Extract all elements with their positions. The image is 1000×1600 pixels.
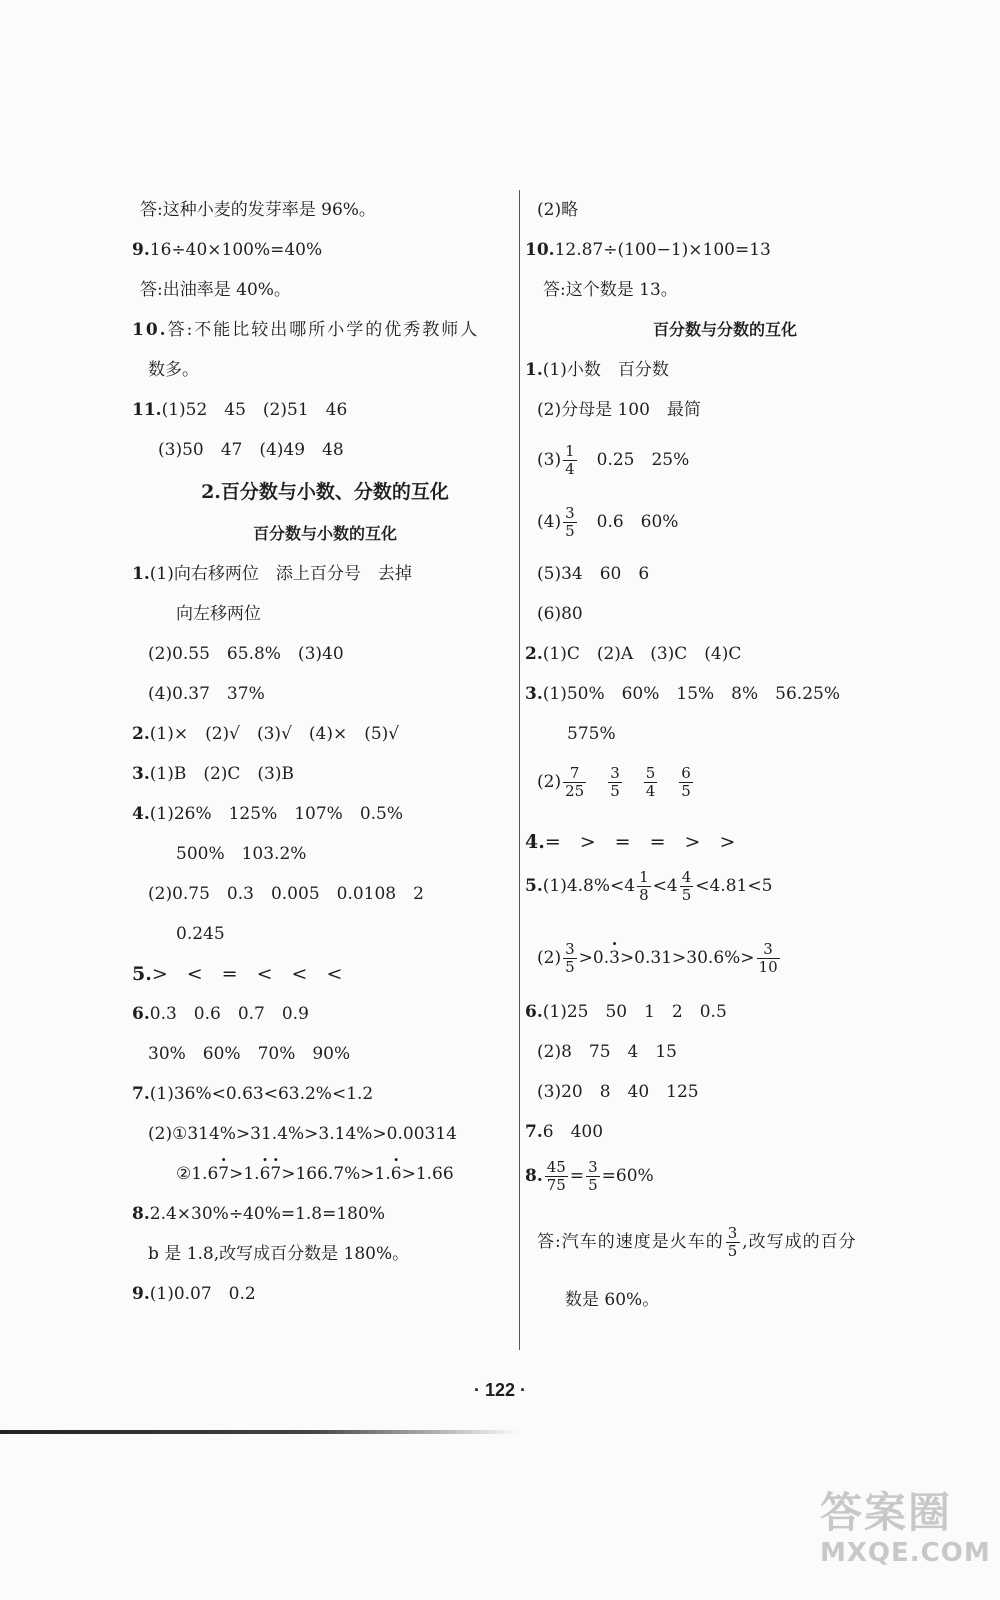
- item-number: 9.: [132, 1284, 150, 1304]
- answer-text: >166.7%>1.: [281, 1164, 391, 1184]
- item-number: 6.: [525, 1002, 543, 1022]
- answer-line: 500% 103.2%: [176, 844, 307, 864]
- answer-line: [132, 318, 479, 342]
- denominator: 5: [588, 1176, 598, 1194]
- answer-text: >0.: [578, 948, 610, 968]
- answer-text: (1)26% 125% 107% 0.5%: [149, 804, 404, 824]
- numerator: 3: [757, 941, 780, 959]
- answer-line: (5)34 60 6: [537, 564, 650, 584]
- answer-line: [132, 962, 342, 986]
- answer-line: [537, 762, 695, 802]
- answer-line: [537, 938, 782, 978]
- numerator: 45: [546, 1158, 566, 1176]
- item-number: 7.: [525, 1122, 543, 1142]
- answer-line: [132, 1082, 373, 1106]
- answer-text: (1)B (2)C (3)B: [149, 764, 294, 784]
- denominator: 10: [758, 958, 778, 976]
- numerator: 1: [565, 442, 575, 460]
- page-number: · 122 ·: [473, 1380, 527, 1400]
- denominator: 4: [565, 460, 575, 478]
- numerator: 3: [565, 940, 575, 958]
- answer-line: (4)0.37 37%: [148, 684, 265, 704]
- answer-text: (4): [537, 512, 562, 532]
- numerator: 4: [681, 868, 692, 886]
- fraction: [586, 1159, 600, 1194]
- denominator: 75: [546, 1176, 566, 1194]
- answer-line: b 是 1.8,改写成百分数是 180%。: [148, 1244, 410, 1264]
- denominator: 5: [610, 782, 620, 800]
- item-number: 7.: [132, 1084, 150, 1104]
- fraction: [563, 941, 577, 976]
- answer-text: (1)向右移两位 添上百分号 去掉: [149, 564, 412, 584]
- answer-line: [132, 398, 347, 422]
- fraction: [563, 505, 577, 540]
- answer-text: 0.3 0.6 0.7 0.9: [149, 1004, 309, 1024]
- denominator: 5: [727, 1242, 739, 1260]
- section-title: 2.百分数与小数、分数的互化: [201, 481, 449, 503]
- answer-line: [525, 830, 735, 854]
- denominator: 5: [565, 958, 575, 976]
- denominator: 5: [681, 886, 692, 904]
- numerator: 5: [645, 764, 656, 782]
- repeating-digit: 3 ·: [609, 938, 620, 978]
- item-number: 2.: [132, 724, 150, 744]
- answer-line: 30% 60% 70% 90%: [148, 1044, 351, 1064]
- answer-line: 答:出油率是 40%。: [140, 280, 291, 300]
- answer-text: >1.: [229, 1164, 260, 1184]
- fraction: [680, 869, 694, 904]
- answer-line: 答:这种小麦的发芽率是 96%。: [140, 200, 376, 220]
- fraction: [757, 941, 780, 976]
- answer-line: [132, 1282, 256, 1306]
- answer-line: [525, 1156, 654, 1196]
- denominator: 4: [645, 782, 656, 800]
- watermark-text: 答案圈: [820, 1488, 953, 1537]
- answer-line: [132, 1202, 385, 1226]
- numerator: 3: [610, 764, 620, 782]
- watermark-url: MXQE.COM: [820, 1538, 991, 1568]
- answer-text: (1)36%<0.63<63.2%<1.2: [149, 1084, 374, 1104]
- answer-line: [525, 1120, 603, 1144]
- subsection-title: 百分数与分数的互化: [652, 320, 797, 339]
- item-number: 11.: [132, 400, 162, 420]
- answer-text: 0.25 25%: [596, 450, 690, 470]
- item-number: 8.: [525, 1166, 543, 1186]
- answer-line: (2)8 75 4 15: [537, 1042, 677, 1062]
- repeating-digit: 7 ·: [218, 1162, 229, 1186]
- answer-line: (3)20 8 40 125: [537, 1082, 699, 1102]
- bottom-rule: [0, 1430, 520, 1434]
- answer-line: (2)分母是 100 最简: [537, 400, 701, 420]
- answer-text: (1)25 50 1 2 0.5: [542, 1002, 727, 1022]
- answer-line: [176, 1162, 454, 1186]
- fraction: [637, 869, 651, 904]
- answer-text: (1)4.8%<4: [542, 876, 636, 896]
- item-number: 10.: [132, 320, 168, 340]
- fraction: [545, 1159, 568, 1194]
- answer-line: [132, 762, 294, 786]
- fraction: [563, 443, 577, 478]
- answer-text: 0.6 60%: [596, 512, 679, 532]
- item-number: 6.: [132, 1004, 150, 1024]
- item-number: 5.: [132, 963, 152, 985]
- fraction: [608, 765, 622, 800]
- answer-line: [525, 358, 669, 382]
- answer-text: ②1.6: [176, 1164, 219, 1184]
- repeating-digit: 7 ·: [270, 1162, 281, 1186]
- answer-line: (3)50 47 (4)49 48: [158, 440, 344, 460]
- numerator: 7: [563, 765, 586, 783]
- answer-line: [132, 562, 412, 586]
- answer-line: 575%: [567, 724, 616, 744]
- answer-text: <4: [652, 876, 678, 896]
- repeating-digit: 6 ·: [391, 1162, 402, 1186]
- denominator: 25: [565, 782, 585, 800]
- denominator: 5: [565, 522, 575, 540]
- answer-text: 16÷40×100%=40%: [149, 240, 323, 260]
- answer-text: 12.87÷(100−1)×100=13: [554, 240, 771, 260]
- answer-line: 数多。: [148, 360, 199, 380]
- numerator: 6: [681, 764, 691, 782]
- answer-text: (1)× (2)√ (3)√ (4)× (5)√: [149, 724, 400, 744]
- fraction: [644, 765, 658, 800]
- denominator: 5: [681, 782, 691, 800]
- answer-text: =60%: [601, 1166, 654, 1186]
- item-number: 1.: [132, 564, 150, 584]
- item-number: 4.: [132, 804, 150, 824]
- answer-text: >0.31>30.6%>: [619, 948, 755, 968]
- answer-line: 0.245: [176, 924, 225, 944]
- answer-line: [525, 238, 771, 262]
- answer-line: (6)80: [537, 604, 583, 624]
- item-number: 9.: [132, 240, 150, 260]
- answer-text: 2.4×30%÷40%=1.8=180%: [149, 1204, 385, 1224]
- answer-text: 答:不能比较出哪所小学的优秀教师人: [167, 320, 480, 340]
- item-number: 4.: [525, 831, 545, 853]
- item-number: 10.: [525, 240, 555, 260]
- answer-line: [525, 1000, 727, 1024]
- repeating-digit: 6 ·: [260, 1162, 271, 1186]
- answer-line: 数是 60%。: [565, 1290, 660, 1310]
- numerator: 1: [639, 868, 649, 886]
- answer-line: 向左移两位: [176, 604, 261, 624]
- answer-text: (2): [537, 948, 562, 968]
- item-number: 3.: [132, 764, 150, 784]
- numerator: 3: [727, 1224, 739, 1242]
- answer-line: [525, 642, 741, 666]
- answer-text: (1)50% 60% 15% 8% 56.25%: [542, 684, 840, 704]
- answer-text: (1)小数 百分数: [542, 360, 669, 380]
- answer-line: (2)0.75 0.3 0.005 0.0108 2: [148, 884, 424, 904]
- answer-text: (1)0.07 0.2: [149, 1284, 256, 1304]
- denominator: 8: [639, 886, 649, 904]
- fraction: [679, 765, 693, 800]
- answer-line: (2)①314%>31.4%>3.14%>0.00314: [148, 1124, 457, 1144]
- fraction: [563, 765, 586, 800]
- answer-text: > < = < < <: [151, 963, 343, 985]
- answer-text: (1)C (2)A (3)C (4)C: [542, 644, 742, 664]
- answer-line: [132, 1002, 309, 1026]
- answer-text: 6 400: [542, 1122, 604, 1142]
- item-number: 2.: [525, 644, 543, 664]
- numerator: 3: [565, 504, 575, 522]
- fraction: [726, 1225, 741, 1260]
- answer-line: [132, 722, 399, 746]
- answer-text: 答:汽车的速度是火车的: [537, 1232, 724, 1252]
- answer-text: >1.66: [401, 1164, 454, 1184]
- answer-line: [537, 440, 689, 480]
- item-number: 1.: [525, 360, 543, 380]
- item-number: 3.: [525, 684, 543, 704]
- answer-line: [537, 502, 678, 542]
- answer-line: [525, 866, 772, 906]
- item-number: 5.: [525, 876, 543, 896]
- answer-text: (2): [537, 772, 562, 792]
- answer-text: = > = = > >: [544, 831, 736, 853]
- answer-line: [132, 802, 403, 826]
- column-divider: [519, 190, 520, 1350]
- answer-line: [525, 682, 840, 706]
- answer-line: (2)0.55 65.8% (3)40: [148, 644, 344, 664]
- answer-text: (1)52 45 (2)51 46: [161, 400, 348, 420]
- numerator: 3: [588, 1158, 598, 1176]
- answer-line: 答:这个数是 13。: [543, 280, 678, 300]
- subsection-title: 百分数与小数的互化: [252, 524, 397, 543]
- answer-text: <4.81<5: [695, 876, 773, 896]
- item-number: 8.: [132, 1204, 150, 1224]
- answer-text: ,改写成的百分: [742, 1232, 857, 1252]
- answer-line: (2)略: [537, 200, 579, 220]
- answer-text: =: [569, 1166, 585, 1186]
- answer-text: (3): [537, 450, 562, 470]
- answer-line: [537, 1222, 857, 1262]
- answer-line: [132, 238, 322, 262]
- watermark-logo: [820, 1480, 991, 1600]
